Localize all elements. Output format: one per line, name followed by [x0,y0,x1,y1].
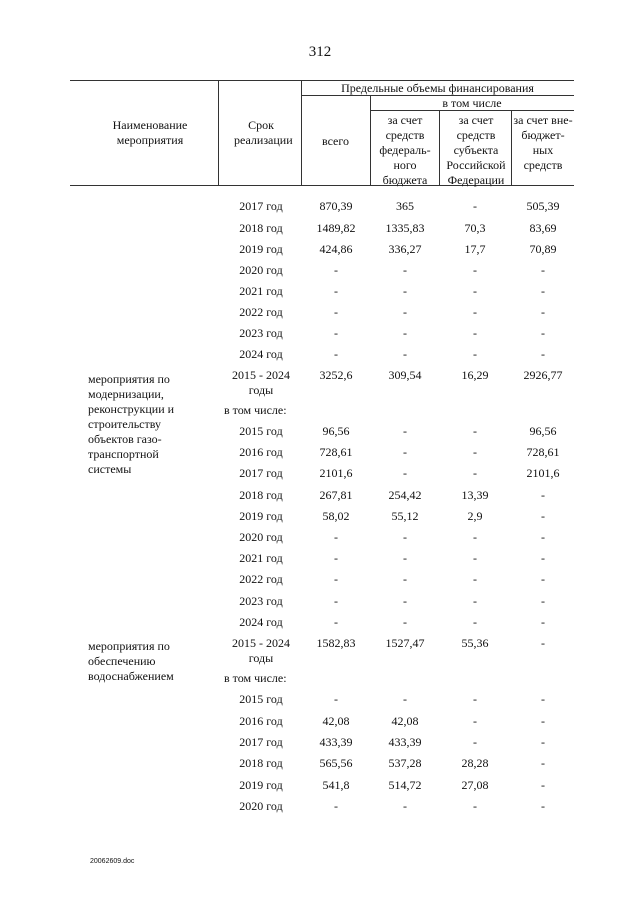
header-term: Срок реализации [234,118,293,147]
regional-cell: 27,08 [461,778,489,792]
federal-cell: 55,12 [391,509,419,523]
total-cell: - [334,326,338,340]
extra-cell: - [541,347,545,361]
period-cell-line2: годы [248,651,274,665]
regional-cell: - [473,594,477,608]
period-cell: 2017 год [239,466,283,480]
total-cell: 565,56 [319,756,353,770]
total-cell: 728,61 [319,445,353,459]
extra-cell: 505,39 [526,199,560,213]
period-cell: 2019 год [239,509,283,523]
total-cell: - [334,347,338,361]
federal-cell: 336,27 [388,242,422,256]
page-number: 312 [308,44,332,60]
federal-cell: 1335,83 [385,221,425,235]
extra-cell: - [541,326,545,340]
federal-cell: 1527,47 [385,636,425,650]
period-cell: в том числе: [224,403,287,417]
measure-line: мероприятия по [88,639,170,653]
header-total: всего [321,134,350,148]
total-cell: - [334,572,338,586]
period-cell: 2015 год [239,424,283,438]
extra-cell: - [541,714,545,728]
measure-line: строительству [88,417,161,431]
extra-cell: 2926,77 [523,368,563,382]
header-name: Наименование мероприятия [112,118,188,147]
header-divider-1 [218,80,219,185]
regional-cell: - [473,572,477,586]
period-cell: 2015 - 2024 [232,636,290,650]
period-cell: 2021 год [239,551,283,565]
period-cell: 2024 год [239,615,283,629]
measure-line: системы [88,462,132,476]
federal-cell: - [403,305,407,319]
total-cell: - [334,530,338,544]
federal-cell: 537,28 [388,756,422,770]
extra-cell: - [541,778,545,792]
measure-line: объектов газо- [88,432,162,446]
period-cell: 2022 год [239,572,283,586]
total-cell: 1582,83 [316,636,356,650]
regional-cell: - [473,735,477,749]
extra-cell: - [541,551,545,565]
measure-line: водоснабжением [88,669,174,683]
regional-cell: - [473,615,477,629]
total-cell: 424,86 [319,242,353,256]
total-cell: 96,56 [322,424,350,438]
regional-cell: - [473,445,477,459]
regional-cell: - [473,263,477,277]
total-cell: - [334,615,338,629]
header-divider-4 [439,110,440,185]
extra-cell: - [541,799,545,813]
header-including: в том числе [442,96,502,110]
total-cell: - [334,799,338,813]
period-cell: 2016 год [239,714,283,728]
regional-cell: 17,7 [464,242,486,256]
total-cell: 870,39 [319,199,353,213]
regional-cell: 13,39 [461,488,489,502]
total-cell: 1489,82 [316,221,356,235]
period-cell: 2019 год [239,242,283,256]
extra-cell: - [541,756,545,770]
measure-line: мероприятия по [88,372,170,386]
regional-cell: - [473,530,477,544]
regional-cell: - [473,551,477,565]
extra-cell: 70,89 [529,242,557,256]
footer-filename: 20062609.doc [90,858,135,865]
period-cell: 2018 год [239,221,283,235]
header-divider-5 [511,110,512,185]
federal-cell: 433,39 [388,735,422,749]
regional-cell: - [473,424,477,438]
extra-cell: - [541,284,545,298]
measure-water-supply [88,639,222,684]
extra-cell: 728,61 [526,445,560,459]
period-cell: 2022 год [239,305,283,319]
regional-cell: - [473,305,477,319]
extra-cell: - [541,615,545,629]
federal-cell: - [403,551,407,565]
period-cell: в том числе: [224,671,287,685]
total-cell: 3252,6 [319,368,353,382]
regional-cell: - [473,714,477,728]
measure-line: транспортной [88,447,159,461]
extra-cell: 96,56 [529,424,557,438]
extra-cell: - [541,530,545,544]
regional-cell: 16,29 [461,368,489,382]
period-cell-line2: годы [248,383,274,397]
measure-line: обеспечению [88,654,156,668]
extra-cell: - [541,735,545,749]
extra-cell: - [541,636,545,650]
total-cell: 433,39 [319,735,353,749]
total-cell: - [334,284,338,298]
regional-cell: 70,3 [464,221,486,235]
period-cell: 2016 год [239,445,283,459]
total-cell: 2101,6 [319,466,353,480]
period-cell: 2020 год [239,799,283,813]
regional-cell: 2,9 [467,509,483,523]
federal-cell: - [403,445,407,459]
federal-cell: - [403,615,407,629]
federal-cell: - [403,263,407,277]
regional-cell: 28,28 [461,756,489,770]
regional-cell: - [473,326,477,340]
federal-cell: - [403,424,407,438]
regional-cell: - [473,199,477,213]
period-cell: 2020 год [239,530,283,544]
period-cell: 2024 год [239,347,283,361]
federal-cell: - [403,284,407,298]
total-cell: 267,81 [319,488,353,502]
period-cell: 2021 год [239,284,283,298]
period-cell: 2018 год [239,488,283,502]
total-cell: 541,8 [322,778,350,792]
total-cell: - [334,594,338,608]
header-extra: за счет вне- бюджет- ных средств [513,113,573,172]
measure-line: реконструкции и [88,402,175,416]
federal-cell: - [403,326,407,340]
extra-cell: - [541,594,545,608]
header-federal: за счет средств федераль- ного бюджета [379,113,431,187]
federal-cell: 42,08 [391,714,419,728]
total-cell: 58,02 [322,509,350,523]
federal-cell: 309,54 [388,368,422,382]
extra-cell: - [541,509,545,523]
period-cell: 2023 год [239,326,283,340]
period-cell: 2020 год [239,263,283,277]
extra-cell: - [541,263,545,277]
federal-cell: 514,72 [388,778,422,792]
federal-cell: 365 [396,199,414,213]
extra-cell: - [541,305,545,319]
federal-cell: - [403,572,407,586]
federal-cell: 254,42 [388,488,422,502]
period-cell: 2015 - 2024 [232,368,290,382]
total-cell: - [334,551,338,565]
federal-cell: - [403,799,407,813]
total-cell: - [334,305,338,319]
period-cell: 2019 год [239,778,283,792]
extra-cell: - [541,488,545,502]
header-funding: Предельные объемы финансирования [341,81,534,95]
regional-cell: - [473,692,477,706]
regional-cell: - [473,284,477,298]
extra-cell: 83,69 [529,221,557,235]
regional-cell: 55,36 [461,636,489,650]
federal-cell: - [403,530,407,544]
period-cell: 2017 год [239,199,283,213]
regional-cell: - [473,799,477,813]
measure-gas-transport [88,372,222,477]
period-cell: 2023 год [239,594,283,608]
extra-cell: - [541,692,545,706]
federal-cell: - [403,594,407,608]
regional-cell: - [473,347,477,361]
total-cell: 42,08 [322,714,350,728]
total-cell: - [334,692,338,706]
period-cell: 2017 год [239,735,283,749]
regional-cell: - [473,466,477,480]
header-regional: за счет средств субъекта Российской Федерации [446,113,506,187]
federal-cell: - [403,466,407,480]
federal-cell: - [403,347,407,361]
federal-cell: - [403,692,407,706]
extra-cell: 2101,6 [526,466,560,480]
total-cell: - [334,263,338,277]
measure-line: модернизации, [88,387,164,401]
extra-cell: - [541,572,545,586]
period-cell: 2018 год [239,756,283,770]
period-cell: 2015 год [239,692,283,706]
